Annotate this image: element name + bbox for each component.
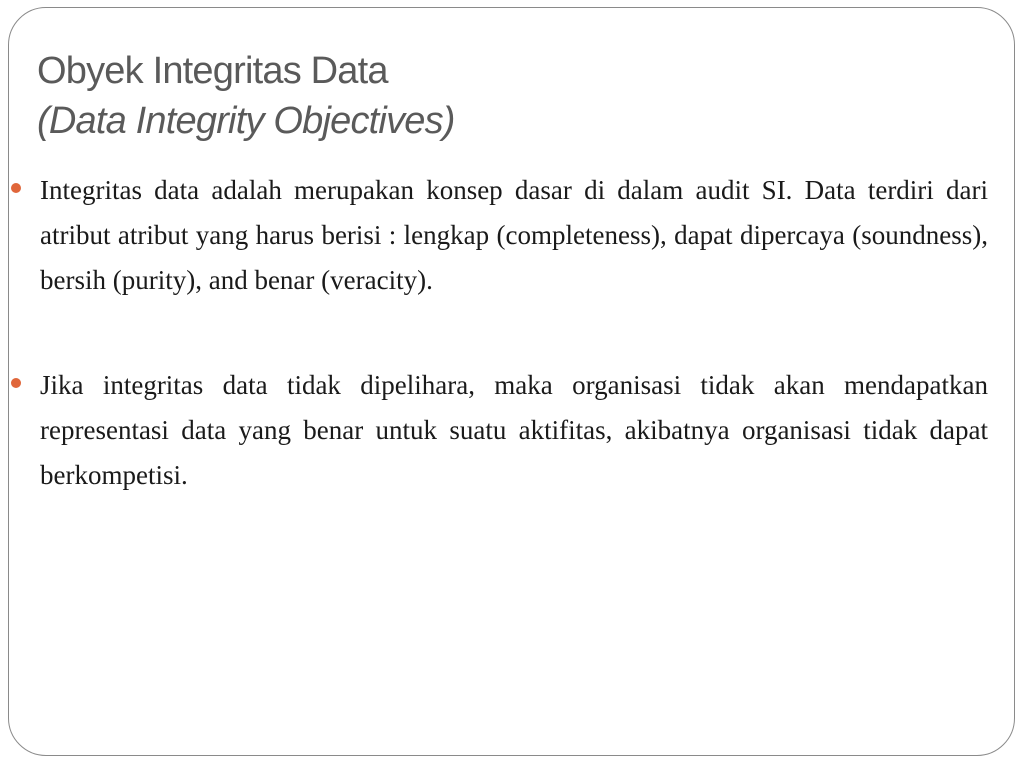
bullet-item xyxy=(40,168,988,303)
bullet-text: Jika integritas data tidak dipelihara, maka organisasi tidak akan mendapatkan representasi data yang benar untuk suatu aktifitas, akibatnya organisasi tidak dapat berkompetisi. xyxy=(40,370,988,490)
title-subtitle: (Data Integrity Objectives) xyxy=(37,100,455,142)
bullet-dot-icon xyxy=(11,183,21,193)
slide-title xyxy=(37,46,937,146)
title-main: Obyek Integritas Data xyxy=(37,50,388,92)
bullet-text: Integritas data adalah merupakan konsep dasar di dalam audit SI. Data terdiri dari atribut atribut yang harus berisi : lengkap (completeness), dapat dipercaya (soundness), bersih (purity), and benar (veracity). xyxy=(40,175,988,295)
bullet-dot-icon xyxy=(11,378,21,388)
bullet-item xyxy=(40,363,988,498)
bullet-list xyxy=(40,168,988,558)
